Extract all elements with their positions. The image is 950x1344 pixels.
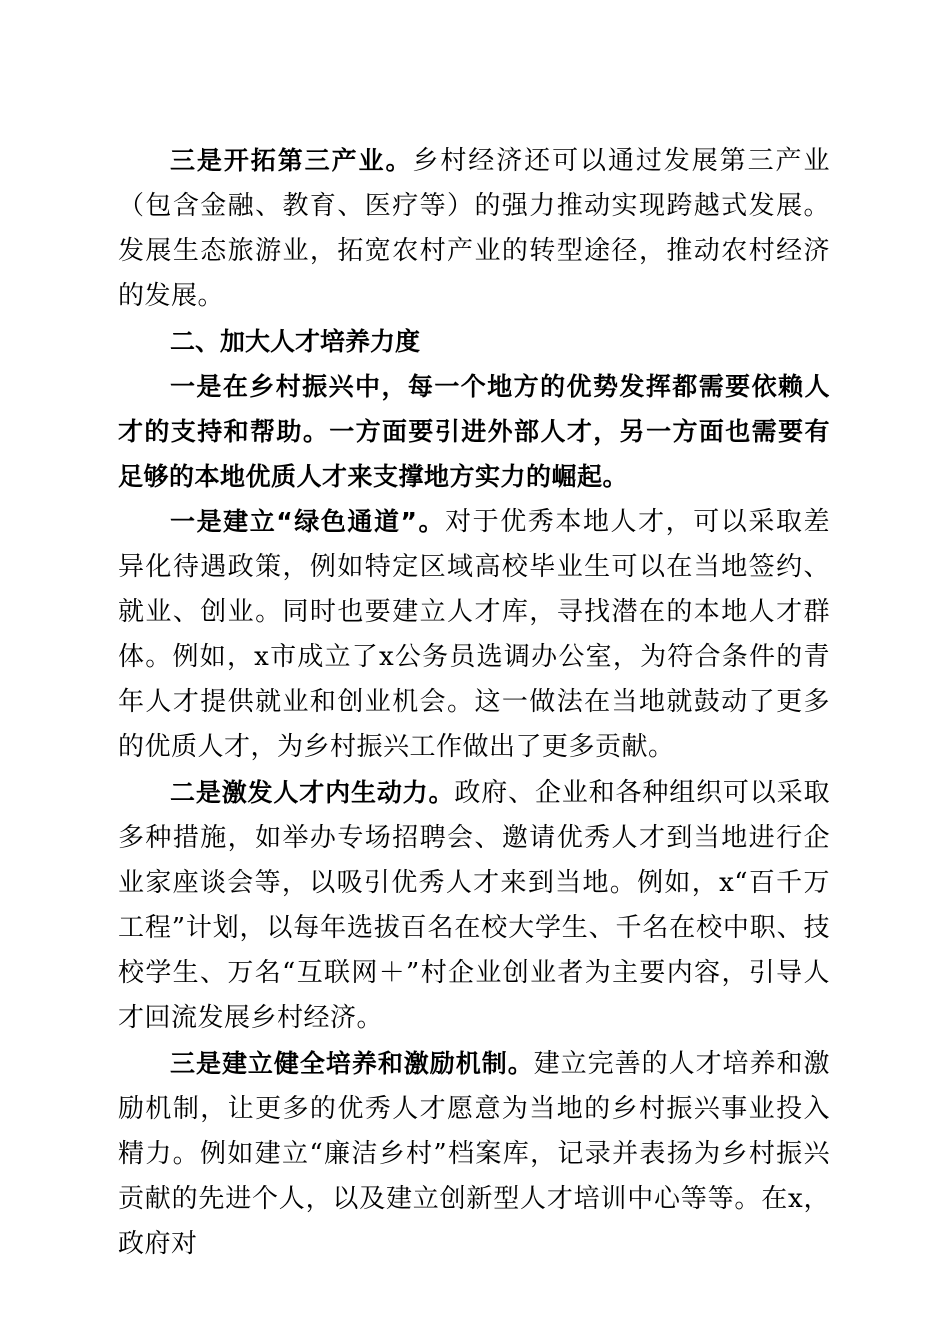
paragraph-incentive-mechanism: [118, 1041, 830, 1267]
paragraph-text: 对于优秀本地人才，可以采取差异化待遇政策，例如特定区域高校毕业生可以在当地签约、就业、创业。同时也要建立人才库，寻找潜在的本地人才群体。例如，x市成立了x公务员选调办公室，为符合条件的青年人才提供就业和创业机会。这一做法在当地就鼓动了更多的优质人才，为乡村振兴工作做出了更多贡献。: [118, 507, 830, 762]
document-body: [118, 138, 830, 1267]
paragraph-green-channel: [118, 499, 830, 770]
paragraph-lead: 三是开拓第三产业。: [170, 146, 413, 175]
paragraph-lead: 三是建立健全培养和激励机制。: [170, 1049, 534, 1078]
paragraph-text: 政府、企业和各种组织可以采取多种措施，如举办专场招聘会、邀请优秀人才到当地进行企业家座谈会等，以吸引优秀人才来到当地。例如，x“百千万工程”计划，以每年选拔百名在校大学生、千名在校中职、技校学生、万名“互联网＋”村企业创业者为主要内容，引导人才回流发展乡村经济。: [118, 778, 830, 1033]
paragraph-text: 建立完善的人才培养和激励机制，让更多的优秀人才愿意为当地的乡村振兴事业投入精力。例如建立“廉洁乡村”档案库，记录并表扬为乡村振兴贡献的先进个人，以及建立创新型人才培训中心等等。在x，政府对: [118, 1049, 830, 1259]
paragraph-lead: 二是激发人才内生动力。: [170, 778, 455, 807]
paragraph-tertiary-industry: [118, 138, 830, 319]
section-heading: 二、加大人才培养力度: [170, 327, 421, 356]
paragraph-talent-motivation: [118, 770, 830, 1041]
paragraph-talent-intro: 一是在乡村振兴中，每一个地方的优势发挥都需要依赖人才的支持和帮助。一方面要引进外部人才，另一方面也需要有足够的本地优质人才来支撑地方实力的崛起。: [118, 372, 830, 491]
paragraph-lead: 一是建立“绿色通道”。: [170, 507, 446, 536]
paragraph-text: 乡村经济还可以通过发展第三产业（包含金融、教育、医疗等）的强力推动实现跨越式发展。发展生态旅游业，拓宽农村产业的转型途径，推动农村经济的发展。: [118, 146, 830, 311]
